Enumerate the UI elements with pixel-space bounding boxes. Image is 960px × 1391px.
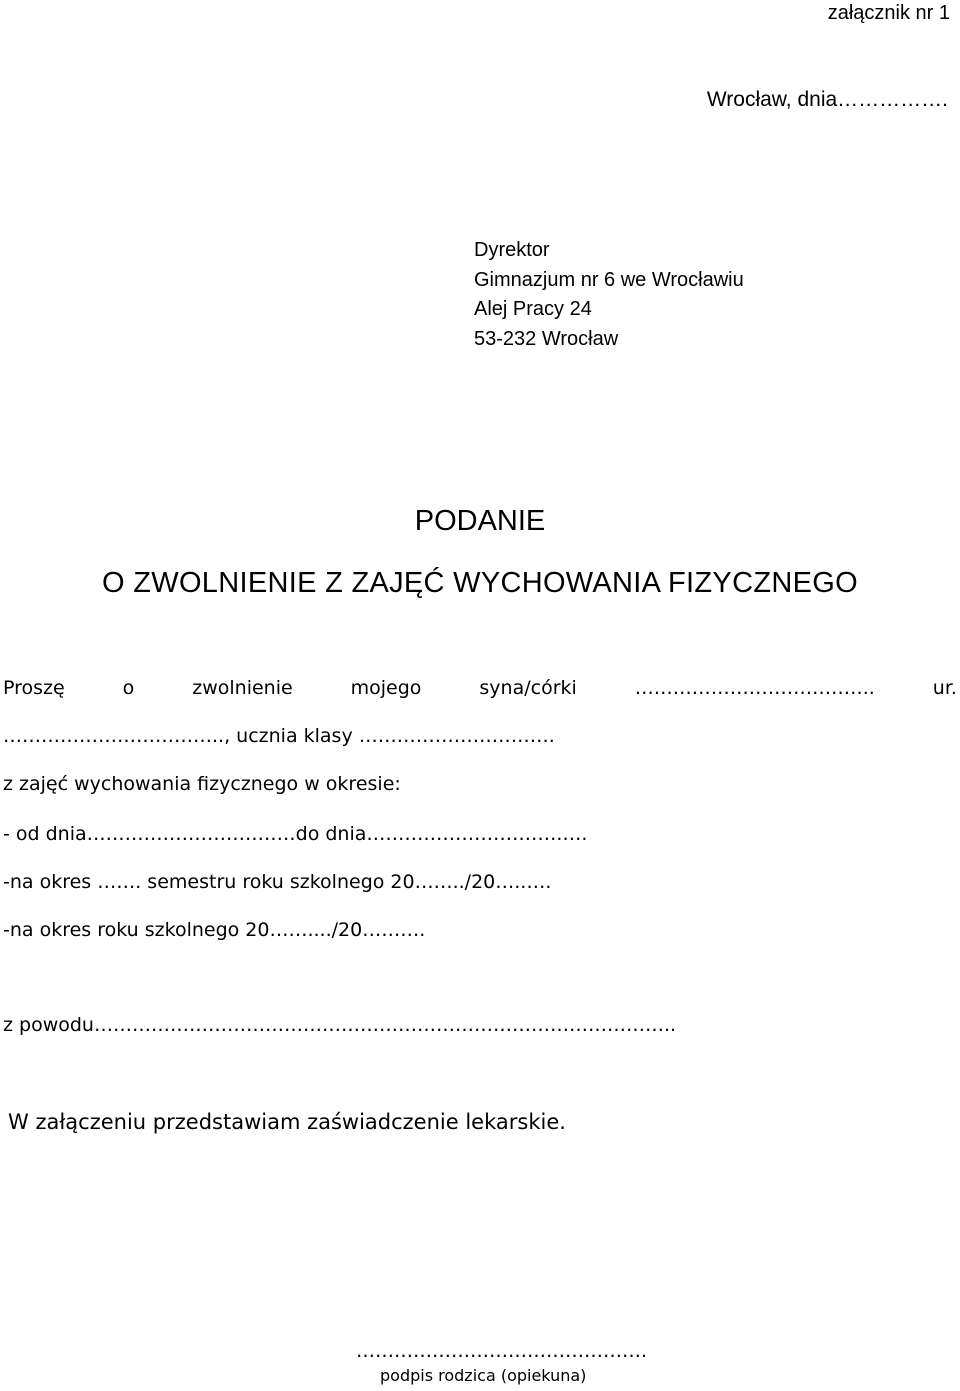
signature-line: ………………………………………. bbox=[356, 1340, 648, 1362]
document-title: PODANIE bbox=[414, 505, 546, 537]
reason-line: z powodu……………………………………………………………………………….. bbox=[3, 1014, 677, 1036]
request-word: zwolnienie bbox=[192, 677, 293, 699]
request-word: o bbox=[122, 677, 135, 699]
child-name-blank: ……………………………….. bbox=[634, 677, 875, 699]
request-word: syna/córki bbox=[479, 677, 577, 699]
date-range-line: - od dnia……………………………do dnia………………………….…. bbox=[3, 823, 588, 845]
recipient-line: Alej Pracy 24 bbox=[474, 298, 592, 320]
request-line bbox=[3, 677, 957, 699]
birth-and-class-line: …………………………….., ucznia klasy …………………………. bbox=[3, 725, 555, 747]
recipient-line: Dyrektor bbox=[474, 239, 550, 261]
document-subtitle: O ZWOLNIENIE Z ZAJĘĆ WYCHOWANIA FIZYCZNEGO bbox=[102, 567, 858, 599]
place-and-date: Wrocław, dnia……………. bbox=[706, 88, 948, 111]
recipient-address bbox=[474, 236, 744, 354]
recipient-line: Gimnazjum nr 6 we Wrocławiu bbox=[474, 268, 744, 291]
semester-line: -na okres ……. semestru roku szkolnego 20……../20…..…. bbox=[3, 871, 552, 893]
signature-label: podpis rodzica (opiekuna) bbox=[380, 1366, 587, 1385]
attachment-number: załącznik nr 1 bbox=[827, 2, 950, 24]
recipient-line: 53-232 Wrocław bbox=[474, 327, 619, 350]
attachment-note: W załączeniu przedstawiam zaświadczenie lekarskie. bbox=[8, 1110, 566, 1134]
school-year-line: -na okres roku szkolnego 20……..../20………. bbox=[3, 919, 426, 941]
request-word: ur. bbox=[932, 677, 957, 699]
request-word: Proszę bbox=[3, 677, 65, 699]
period-intro-line: z zajęć wychowania fizycznego w okresie: bbox=[3, 773, 401, 795]
request-word: mojego bbox=[350, 677, 422, 699]
